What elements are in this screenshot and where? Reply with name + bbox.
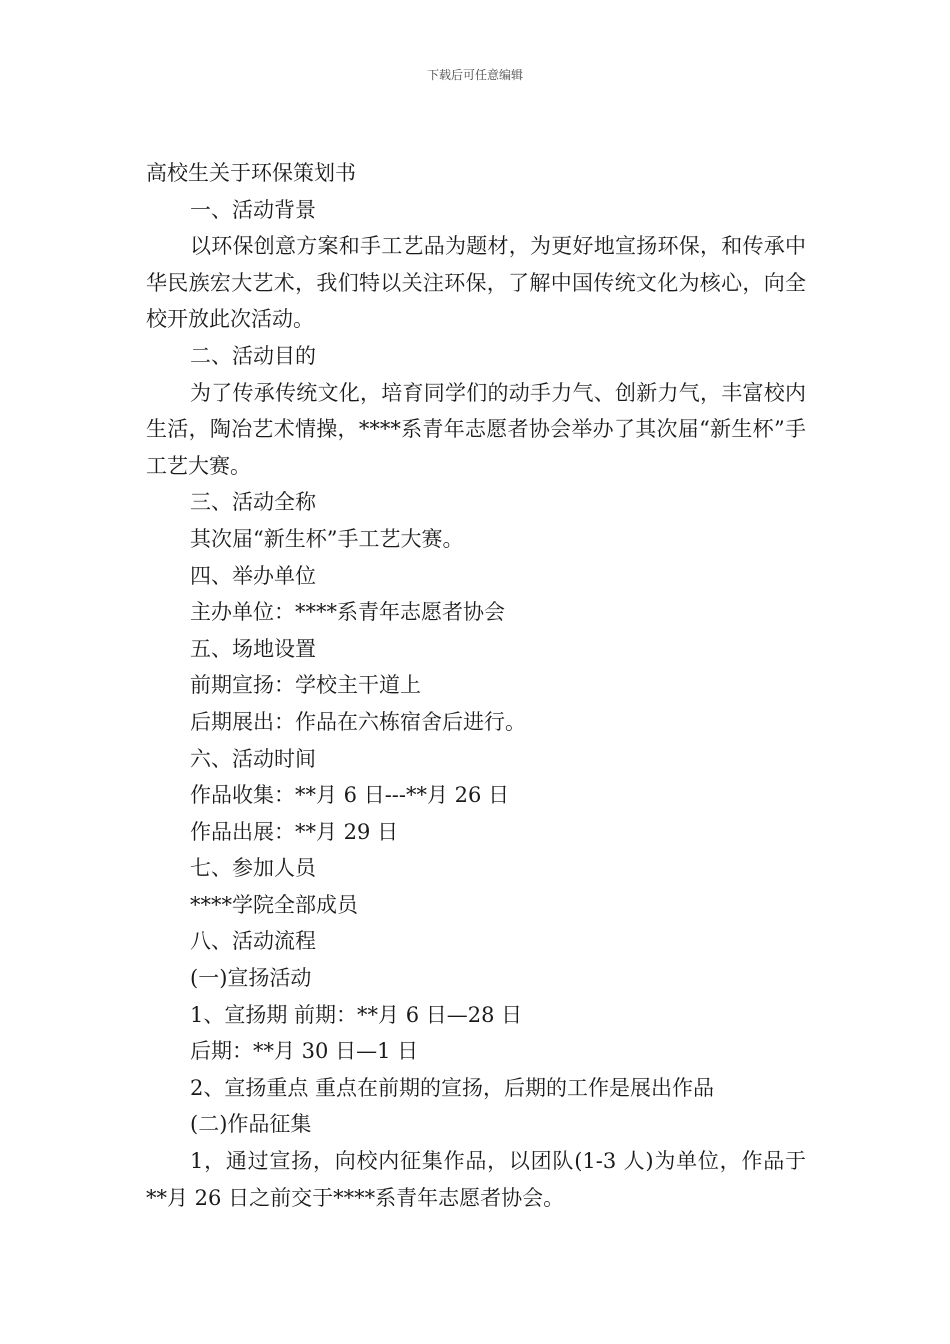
text-line: 前期宣扬：学校主干道上 xyxy=(190,673,421,698)
section-heading: 五、场地设置 xyxy=(190,636,316,661)
document-body xyxy=(146,155,806,1216)
text-line: 后期展出：作品在六栋宿舍后进行。 xyxy=(190,709,526,734)
subsection-heading: (一)宣扬活动 xyxy=(190,966,312,991)
paragraph: 为了传承传统文化，培育同学们的动手力气、创新力气，丰富校内生活，陶冶艺术情操，****系青年志愿者协会举办了其次届“新生杯”手工艺大赛。 xyxy=(146,380,806,478)
section-heading: 七、参加人员 xyxy=(190,856,316,881)
page-header: 下载后可任意编辑 xyxy=(426,68,523,82)
paragraph: 以环保创意方案和手工艺品为题材，为更好地宣扬环保，和传承中华民族宏大艺术，我们特以关注环保，了解中国传统文化为核心，向全校开放此次活动。 xyxy=(146,234,806,332)
paragraph: 1，通过宣扬，向校内征集作品，以团队(1-3 人)为单位，作品于**月 26 日之前交于****系青年志愿者协会。 xyxy=(146,1149,806,1210)
text-line: 1、宣扬期 前期：**月 6 日—28 日 xyxy=(190,1002,523,1027)
subsection-heading: (二)作品征集 xyxy=(190,1112,312,1137)
text-line: 主办单位：****系青年志愿者协会 xyxy=(190,600,505,625)
section-heading: 三、活动全称 xyxy=(190,490,316,515)
text-line: 作品收集：**月 6 日---**月 26 日 xyxy=(190,783,510,808)
document-title: 高校生关于环保策划书 xyxy=(146,161,356,185)
section-heading: 一、活动背景 xyxy=(190,197,316,222)
section-heading: 八、活动流程 xyxy=(190,929,316,954)
section-heading: 四、举办单位 xyxy=(190,563,316,588)
text-line: 2、宣扬重点 重点在前期的宣扬，后期的工作是展出作品 xyxy=(190,1075,715,1100)
text-line: 其次届“新生杯”手工艺大赛。 xyxy=(190,526,464,551)
text-line: 后期：**月 30 日—1 日 xyxy=(190,1039,419,1064)
text-line: ****学院全部成员 xyxy=(190,892,358,917)
section-heading: 二、活动目的 xyxy=(190,343,316,368)
section-heading: 六、活动时间 xyxy=(190,746,316,771)
text-line: 作品出展：**月 29 日 xyxy=(190,819,399,844)
